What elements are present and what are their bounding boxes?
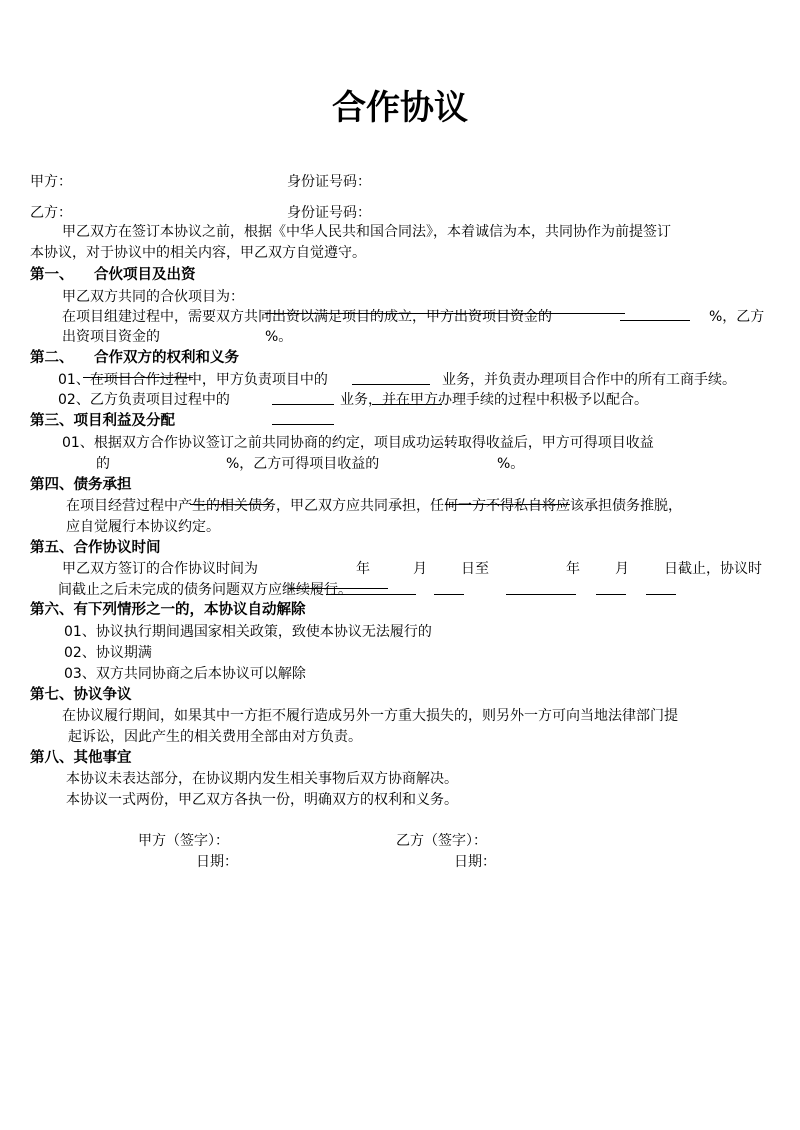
section-1-line-2-end: %，乙方 (709, 309, 765, 325)
section-4-line-2: 应自觉履行本协议约定。 (66, 519, 220, 535)
section-8-line-1: 本协议未表达部分，在协议期内发生相关事物后双方协商解决。 (66, 771, 458, 787)
stray-strike-line (265, 313, 625, 314)
section-5-month-2: 月 (615, 561, 629, 577)
section-2-number: 第二、 (30, 350, 74, 366)
section-1-line-3: 出资项目资金的 (62, 329, 160, 345)
blank-line (596, 594, 626, 595)
blank-line (352, 384, 430, 385)
section-1-line-1: 甲乙双方共同的合伙项目为： (62, 289, 244, 305)
stray-strike-line (372, 404, 442, 405)
stray-strike-line (288, 588, 388, 589)
blank-line (272, 404, 334, 405)
party-b-signature-label: 乙方（签字）： (396, 833, 487, 849)
stray-strike-line (445, 504, 570, 505)
section-3-line-2-a: 的 (96, 456, 110, 472)
section-1-heading: 合伙项目及出资 (94, 267, 196, 283)
party-b-date-label: 日期： (454, 854, 496, 870)
section-2-item-1-a: 01、在项目合作过程中，甲方负责项目中的 (58, 372, 328, 388)
blank-line (646, 594, 676, 595)
section-4-line-1: 在项目经营过程中产生的相关债务，甲乙双方应共同承担，任何一方不得私自将应该承担债务推脱， (66, 498, 682, 514)
section-7-line-1: 在协议履行期间，如果其中一方拒不履行造成另外一方重大损失的，则另外一方可向当地法律部门提 (62, 708, 678, 724)
section-8-line-2: 本协议一式两份，甲乙双方各执一份，明确双方的权利和义务。 (66, 792, 458, 808)
section-5-year: 年 (356, 561, 370, 577)
blank-line (620, 320, 690, 321)
stray-strike-line (83, 377, 193, 378)
section-3-item-1: 01、根据双方合作协议签订之前共同协商的约定，项目成功运转取得收益后，甲方可得项目收益 (62, 435, 654, 451)
party-a-id-label: 身份证号码： (287, 174, 371, 190)
section-5-heading: 第五、合作协议时间 (30, 540, 161, 556)
section-2-item-1-b: 业务，并负责办理项目合作中的所有工商手续。 (442, 372, 736, 388)
intro-line-1: 甲乙双方在签订本协议之前，根据《中华人民共和国合同法》，本着诚信为本，共同协作为前提签订 (62, 224, 671, 240)
section-6-item-2: 02、协议期满 (64, 645, 152, 661)
section-6-item-3: 03、双方共同协商之后本协议可以解除 (64, 666, 306, 682)
section-3-heading: 第三、项目利益及分配 (30, 413, 175, 429)
section-2-item-2-a: 02、乙方负责项目过程中的 (58, 392, 230, 408)
section-1-number: 第一、 (30, 267, 74, 283)
intro-line-2: 本协议，对于协议中的相关内容，甲乙双方自觉遵守。 (30, 245, 366, 261)
section-3-line-2-c: %。 (497, 456, 525, 472)
blank-line (434, 594, 464, 595)
party-a-date-label: 日期： (196, 854, 238, 870)
section-5-day-to: 日至 (461, 561, 489, 577)
section-5-month: 月 (413, 561, 427, 577)
section-6-item-1: 01、协议执行期间遇国家相关政策，致使本协议无法履行的 (64, 624, 432, 640)
section-4-heading: 第四、债务承担 (30, 477, 132, 493)
section-5-line-2: 间截止之后未完成的债务问题双方应继续履行。 (58, 582, 352, 598)
section-7-line-2: 起诉讼，因此产生的相关费用全部由对方负责。 (68, 729, 362, 745)
party-b-label: 乙方： (30, 205, 72, 221)
section-5-year-2: 年 (566, 561, 580, 577)
section-5-day-end: 日截止，协议时 (664, 561, 762, 577)
section-3-line-2-b: %，乙方可得项目收益的 (226, 456, 380, 472)
section-1-line-2: 在项目组建过程中，需要双方共同出资以满足项目的成立，甲方出资项目资金的 (62, 309, 552, 325)
page-title: 合作协议 (332, 88, 468, 128)
party-a-signature-label: 甲方（签字）： (138, 833, 229, 849)
blank-line (272, 424, 334, 425)
section-5-line-1-a: 甲乙双方签订的合作协议时间为 (62, 561, 258, 577)
party-a-label: 甲方： (30, 174, 72, 190)
section-6-heading: 第六、有下列情形之一的，本协议自动解除 (30, 602, 306, 618)
blank-line (506, 594, 576, 595)
section-1-line-3-end: %。 (265, 329, 293, 345)
section-2-item-2-b: 业务，并在甲方办理手续的过程中积极予以配合。 (340, 392, 648, 408)
section-8-heading: 第八、其他事宜 (30, 750, 132, 766)
blank-line (326, 594, 416, 595)
section-7-heading: 第七、协议争议 (30, 687, 132, 703)
party-b-id-label: 身份证号码： (287, 205, 371, 221)
section-2-heading: 合作双方的权利和义务 (94, 350, 239, 366)
stray-strike-line (190, 504, 270, 505)
